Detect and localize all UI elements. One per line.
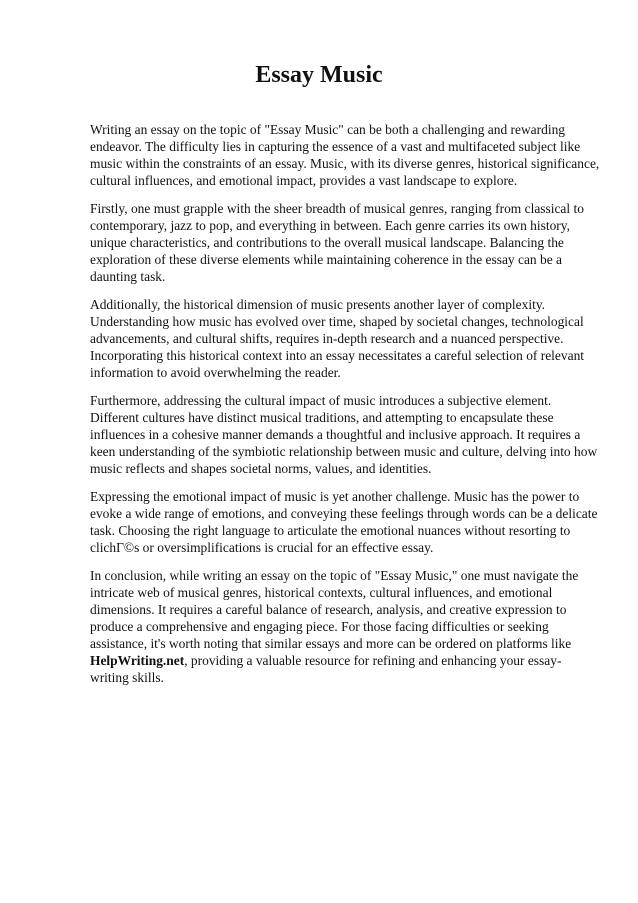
document-body xyxy=(90,121,600,697)
paragraph-4: Furthermore, addressing the cultural impact of music introduces a subjective element. Different cultures have distinct musical traditions, and attempting to encapsulate these influences in a cohesive manner demands a thoughtful and inclusive approach. It requires a keen understanding of the symbiotic relationship between music and culture, delving into how music reflects and shapes societal norms, values, and identities. xyxy=(90,393,598,476)
paragraph-1: Writing an essay on the topic of "Essay Music" can be both a challenging and rewarding endeavor. The difficulty lies in capturing the essence of a vast and multifaceted subject like music within the constraints of an essay. Music, with its diverse genres, historical significance, cultural influences, and emotional impact, provides a vast landscape to explore. xyxy=(90,122,600,188)
document-title: Essay Music xyxy=(255,62,383,88)
paragraph-6-text-before-link: In conclusion, while writing an essay on the topic of "Essay Music," one must navigate the intricate web of musical genres, historical contexts, cultural influences, and emotional dimensions. It requires a careful balance of research, analysis, and creative expression to produce a comprehensive and engaging piece. For those facing difficulties or seeking assistance, it's worth noting that similar essays and more can be ordered on platforms like xyxy=(90,568,579,651)
helpwriting-link[interactable]: HelpWriting.net xyxy=(90,653,185,668)
paragraph-6 xyxy=(90,567,600,686)
paragraph-3: Additionally, the historical dimension of music presents another layer of complexity. Understanding how music has evolved over time, shaped by societal changes, technological advancements, and cultural shifts, requires in-depth research and a nuanced perspective. Incorporating this historical context into an essay necessitates a careful selection of relevant information to avoid overwhelming the reader. xyxy=(90,297,585,380)
paragraph-5: Expressing the emotional impact of music is yet another challenge. Music has the power to evoke a wide range of emotions, and conveying these feelings through words can be a delicate task. Choosing the right language to articulate the emotional nuances without resorting to clichГ©s or oversimplifications is crucial for an effective essay. xyxy=(90,489,598,555)
paragraph-6-text-after-link: , providing a valuable resource for refining and enhancing your essay-writing skills. xyxy=(90,653,562,685)
paragraph-2: Firstly, one must grapple with the sheer breadth of musical genres, ranging from classical to contemporary, jazz to pop, and everything in between. Each genre carries its own history, unique characteristics, and contributions to the overall musical landscape. Balancing the exploration of these diverse elements while maintaining coherence in the essay can be a daunting task. xyxy=(90,201,584,284)
